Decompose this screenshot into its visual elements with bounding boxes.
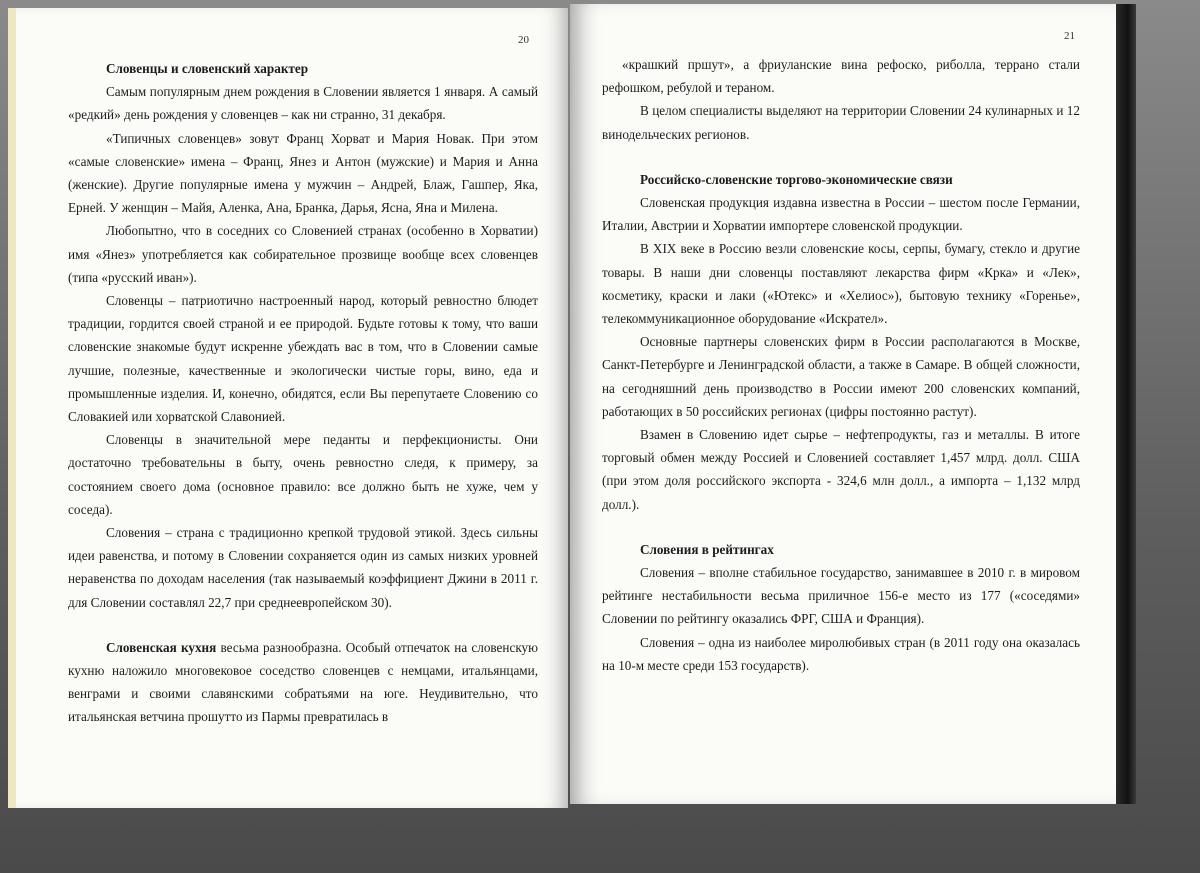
cuisine-lead: Словенская кухня: [106, 639, 217, 655]
cuisine-text: весьма разнообразна. Особый отпечаток на словенскую кухню наложило многовековое соседство словенцев с немцами, итальянцами, венграми и своими славянскими собратьями на юге. Неудивительно, что итальянская ветчина прошутто из Пармы превратилась в: [68, 639, 538, 725]
paragraph: Словенцы – патриотично настроенный народ, который ревностно блюдет традиции, гордится своей страной и ее природой. Будьте готовы к тому, что ваши словенские знакомые будут искренне убеждать вас в том, что в Словении самые лучшие, полезные, качественные и экологически чистые горы, вино, еда и промышленные изделия. И, конечно, обидятся, если Вы перепутаете Словению со Словакией или хорватской Славонией.: [68, 293, 538, 425]
left-page: [8, 8, 568, 808]
paragraph: В XIX веке в Россию везли словенские косы, серпы, бумагу, стекло и другие товары. В наши дни словенцы поставляют лекарства фирм «Крка» и «Лек», косметику, краски и лаки («Ютекс» и «Хелиос»), бытовую технику «Горенье», телекоммуникационное оборудование «Искрател».: [602, 241, 1080, 327]
heading-slovenian-character: Словенцы и словенский характер: [106, 61, 309, 76]
paragraph: Словения – вполне стабильное государство, занимавшее в 2010 г. в мировом рейтинге нестабильности весьма приличное 156-е место из 177 («соседями» Словении по рейтингу оказались ФРГ, США и Франция).: [602, 565, 1080, 627]
paragraph: Самым популярным днем рождения в Словении является 1 января. А самый «редкий» день рождения у словенцев – как ни странно, 31 декабря.: [68, 84, 538, 123]
paragraph-continuation: «крашкий пршут», а фриуланские вина рефоско, риболла, террано стали рефошком, ребулой и тераном.: [602, 57, 1080, 96]
paragraph: Словения – страна с традиционно крепкой трудовой этикой. Здесь сильны идеи равенства, и потому в Словении сохраняется один из самых низких уровней неравенства по доходам населения (так называемый коэффициент Джини в 2011 г. для Словении составлял 22,7 при среднеевропейском 30).: [68, 525, 538, 610]
paragraph: Основные партнеры словенских фирм в России располагаются в Москве, Санкт-Петербурге и Ленинградской области, а также в Самаре. В общей сложности, на сегодняшний день производство в России имеют 200 словенских компаний, работающих в 50 российских регионах (цифры постоянно растут).: [602, 334, 1080, 419]
paragraph: Взамен в Словению идет сырье – нефтепродукты, газ и металлы. В итоге торговый обмен между Россией и Словенией составляет 1,457 млрд. долл. США (при этом доля российского экспорта - 324,6 млн долл., а импорта – 1,132 млрд долл.).: [602, 427, 1080, 512]
heading-trade-relations: Российско-словенские торгово-экономические связи: [640, 171, 953, 187]
paragraph: Словения – одна из наиболее миролюбивых стран (в 2011 году она оказалась на 10-м месте среди 153 государств).: [602, 634, 1080, 673]
book-edge-shadow: [1116, 4, 1136, 804]
paragraph: Любопытно, что в соседних со Словенией странах (особенно в Хорватии) имя «Янез» употребляется как собирательное прозвище вообще всех словенцев (типа «русский иван»).: [68, 223, 538, 285]
paragraph-regions: В целом специалисты выделяют на территории Словении 24 кулинарных и 12 винодельческих регионов.: [602, 103, 1080, 142]
paragraph-cuisine: [68, 636, 538, 729]
right-page-content: [602, 53, 1080, 677]
page-number-right: 21: [1064, 30, 1075, 42]
right-page: [570, 4, 1122, 804]
page-number-left: 20: [518, 34, 529, 46]
left-page-content: [68, 57, 538, 729]
paragraph: Словенцы в значительной мере педанты и перфекционисты. Они достаточно требовательны в быту, очень ревностно следя, к примеру, за состоянием своего дома (основное правило: все должно быть не хуже, чем у соседа).: [68, 432, 538, 517]
heading-ratings: Словения в рейтингах: [640, 541, 774, 557]
paragraph: «Типичных словенцев» зовут Франц Хорват и Мария Новак. При этом «самые словенские» имена – Франц, Янез и Антон (мужские) и Мария и Анна (женские). Другие популярные имена у мужчин – Андрей, Блаж, Гашпер, Яка, Ерней. У женщин – Майя, Аленка, Ана, Бранка, Дарья, Ясна, Яна и Милена.: [68, 130, 538, 216]
paragraph: Словенская продукция издавна известна в России – шестом после Германии, Италии, Австрии и Хорватии импортере словенской продукции.: [602, 195, 1080, 234]
